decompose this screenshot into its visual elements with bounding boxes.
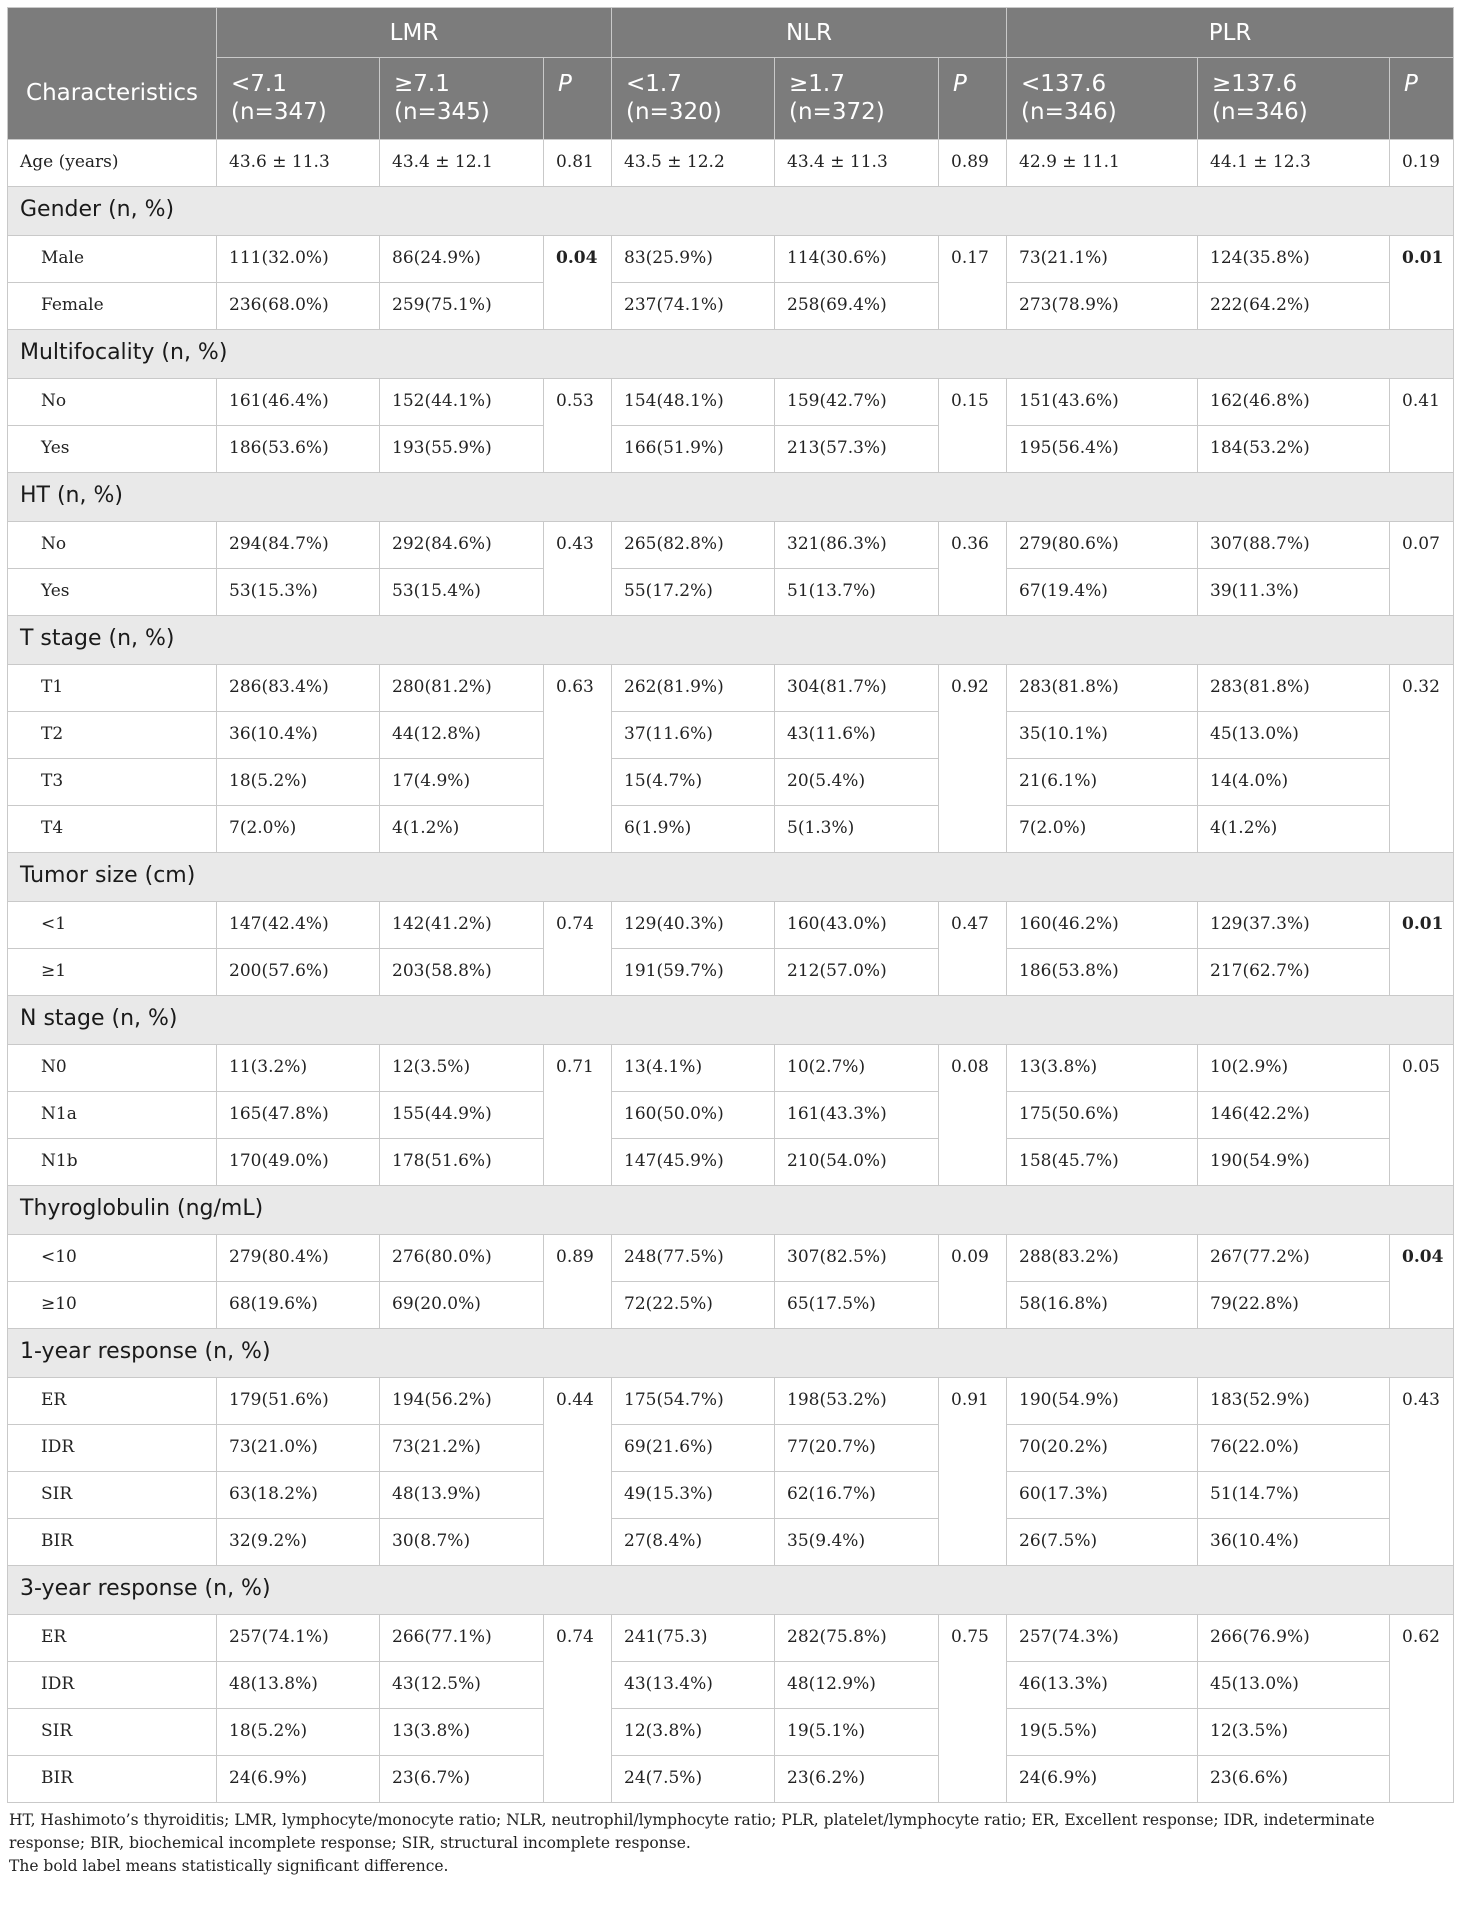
table-cell: 13(3.8%) <box>380 1709 544 1756</box>
p-value-cell: 0.09 <box>939 1235 1007 1329</box>
category-row <box>8 853 1454 902</box>
table-cell: 166(51.9%) <box>612 426 775 473</box>
row-label: IDR <box>8 1662 217 1709</box>
row-label: ER <box>8 1615 217 1662</box>
table-cell: 266(76.9%) <box>1198 1615 1390 1662</box>
table-cell: 283(81.8%) <box>1198 665 1390 712</box>
category-row <box>8 1329 1454 1378</box>
table-cell: 43(11.6%) <box>775 712 939 759</box>
table-cell: 280(81.2%) <box>380 665 544 712</box>
p-value-cell: 0.17 <box>939 236 1007 330</box>
table-cell: 129(37.3%) <box>1198 902 1390 949</box>
p-value-cell: 0.75 <box>939 1615 1007 1803</box>
table-cell: 212(57.0%) <box>775 949 939 996</box>
table-cell: 267(77.2%) <box>1198 1235 1390 1282</box>
table-cell: 24(7.5%) <box>612 1756 775 1803</box>
table-cell: 307(82.5%) <box>775 1235 939 1282</box>
table-cell: 37(11.6%) <box>612 712 775 759</box>
table-cell: 265(82.8%) <box>612 522 775 569</box>
table-cell: 23(6.2%) <box>775 1756 939 1803</box>
p-value-cell: 0.08 <box>939 1045 1007 1186</box>
header-subcol-threshold: ≥137.6 <box>1212 71 1298 97</box>
table-cell: 273(78.9%) <box>1007 283 1198 330</box>
table-container <box>7 7 1453 1878</box>
header-subcol <box>544 58 612 140</box>
header-subcol-count: (n=320) <box>626 99 722 125</box>
table-cell: 53(15.4%) <box>380 569 544 616</box>
table-cell: 248(77.5%) <box>612 1235 775 1282</box>
category-row <box>8 616 1454 665</box>
category-label: HT (n, %) <box>8 473 1454 522</box>
table-row <box>8 806 1454 853</box>
p-value-cell: 0.89 <box>544 1235 612 1329</box>
header-subcol-threshold: P <box>1404 71 1418 97</box>
table-cell: 46(13.3%) <box>1007 1662 1198 1709</box>
row-label: ER <box>8 1378 217 1425</box>
table-cell: 292(84.6%) <box>380 522 544 569</box>
table-row <box>8 379 1454 426</box>
table-cell: 7(2.0%) <box>217 806 380 853</box>
table-cell: 178(51.6%) <box>380 1139 544 1186</box>
p-value-cell: 0.01 <box>1390 236 1454 330</box>
row-label: N1a <box>8 1092 217 1139</box>
table-row <box>8 1425 1454 1472</box>
table-cell: 18(5.2%) <box>217 759 380 806</box>
table-cell: 266(77.1%) <box>380 1615 544 1662</box>
table-row <box>8 426 1454 473</box>
table-row <box>8 712 1454 759</box>
table-cell: 257(74.1%) <box>217 1615 380 1662</box>
table-cell: 257(74.3%) <box>1007 1615 1198 1662</box>
table-cell: 51(14.7%) <box>1198 1472 1390 1519</box>
p-value-cell: 0.36 <box>939 522 1007 616</box>
table-cell: 4(1.2%) <box>380 806 544 853</box>
table-cell: 26(7.5%) <box>1007 1519 1198 1566</box>
header-group-plr: PLR <box>1007 8 1454 58</box>
table-row <box>8 522 1454 569</box>
row-label: <1 <box>8 902 217 949</box>
table-cell: 39(11.3%) <box>1198 569 1390 616</box>
table-cell: 190(54.9%) <box>1198 1139 1390 1186</box>
table-cell: 179(51.6%) <box>217 1378 380 1425</box>
row-label: N0 <box>8 1045 217 1092</box>
p-value-cell: 0.32 <box>1390 665 1454 853</box>
header-subcol-count: (n=346) <box>1021 99 1117 125</box>
category-row <box>8 1566 1454 1615</box>
table-cell: 69(20.0%) <box>380 1282 544 1329</box>
table-row <box>8 1282 1454 1329</box>
table-cell: 195(56.4%) <box>1007 426 1198 473</box>
table-cell: 193(55.9%) <box>380 426 544 473</box>
table-cell: 83(25.9%) <box>612 236 775 283</box>
table-cell: 283(81.8%) <box>1007 665 1198 712</box>
table-cell: 45(13.0%) <box>1198 712 1390 759</box>
header-subcol-threshold: P <box>558 71 572 97</box>
table-row <box>8 665 1454 712</box>
table-row <box>8 1092 1454 1139</box>
header-subcol <box>612 58 775 140</box>
table-cell: 6(1.9%) <box>612 806 775 853</box>
table-row <box>8 1472 1454 1519</box>
header-subcol-count: (n=372) <box>789 99 885 125</box>
row-label: N1b <box>8 1139 217 1186</box>
table-cell: 79(22.8%) <box>1198 1282 1390 1329</box>
p-value-cell: 0.74 <box>544 902 612 996</box>
row-label: T3 <box>8 759 217 806</box>
table-cell: 44.1 ± 12.3 <box>1198 140 1390 187</box>
table-cell: 170(49.0%) <box>217 1139 380 1186</box>
table-row <box>8 1045 1454 1092</box>
row-label: BIR <box>8 1519 217 1566</box>
characteristics-table <box>7 7 1454 1803</box>
table-row <box>8 1378 1454 1425</box>
category-row <box>8 996 1454 1045</box>
table-cell: 184(53.2%) <box>1198 426 1390 473</box>
p-value-cell: 0.63 <box>544 665 612 853</box>
table-cell: 43(12.5%) <box>380 1662 544 1709</box>
table-cell: 12(3.5%) <box>380 1045 544 1092</box>
table-cell: 159(42.7%) <box>775 379 939 426</box>
table-row <box>8 1615 1454 1662</box>
table-cell: 48(12.9%) <box>775 1662 939 1709</box>
table-cell: 160(50.0%) <box>612 1092 775 1139</box>
table-cell: 262(81.9%) <box>612 665 775 712</box>
table-cell: 124(35.8%) <box>1198 236 1390 283</box>
table-cell: 69(21.6%) <box>612 1425 775 1472</box>
table-cell: 51(13.7%) <box>775 569 939 616</box>
table-cell: 151(43.6%) <box>1007 379 1198 426</box>
table-cell: 67(19.4%) <box>1007 569 1198 616</box>
table-cell: 27(8.4%) <box>612 1519 775 1566</box>
table-cell: 32(9.2%) <box>217 1519 380 1566</box>
table-cell: 259(75.1%) <box>380 283 544 330</box>
row-label: SIR <box>8 1472 217 1519</box>
table-cell: 147(42.4%) <box>217 902 380 949</box>
table-cell: 5(1.3%) <box>775 806 939 853</box>
table-cell: 43.4 ± 11.3 <box>775 140 939 187</box>
table-cell: 19(5.1%) <box>775 1709 939 1756</box>
table-cell: 23(6.6%) <box>1198 1756 1390 1803</box>
table-row <box>8 1139 1454 1186</box>
table-cell: 43(13.4%) <box>612 1662 775 1709</box>
table-cell: 73(21.2%) <box>380 1425 544 1472</box>
category-label: Tumor size (cm) <box>8 853 1454 902</box>
category-row <box>8 473 1454 522</box>
table-cell: 12(3.8%) <box>612 1709 775 1756</box>
row-label: BIR <box>8 1756 217 1803</box>
p-value-cell: 0.07 <box>1390 522 1454 616</box>
row-label: <10 <box>8 1235 217 1282</box>
p-value-cell: 0.04 <box>544 236 612 330</box>
table-cell: 294(84.7%) <box>217 522 380 569</box>
table-cell: 307(88.7%) <box>1198 522 1390 569</box>
table-cell: 155(44.9%) <box>380 1092 544 1139</box>
p-value-cell: 0.19 <box>1390 140 1454 187</box>
category-row <box>8 187 1454 236</box>
category-label: Gender (n, %) <box>8 187 1454 236</box>
table-cell: 186(53.8%) <box>1007 949 1198 996</box>
p-value-cell: 0.92 <box>939 665 1007 853</box>
p-value-cell: 0.74 <box>544 1615 612 1803</box>
table-row <box>8 140 1454 187</box>
table-cell: 45(13.0%) <box>1198 1662 1390 1709</box>
table-cell: 142(41.2%) <box>380 902 544 949</box>
table-cell: 53(15.3%) <box>217 569 380 616</box>
p-value-cell: 0.01 <box>1390 902 1454 996</box>
table-cell: 217(62.7%) <box>1198 949 1390 996</box>
table-row <box>8 759 1454 806</box>
category-label: N stage (n, %) <box>8 996 1454 1045</box>
row-label: Yes <box>8 426 217 473</box>
header-subcol-count: (n=345) <box>394 99 490 125</box>
table-cell: 60(17.3%) <box>1007 1472 1198 1519</box>
table-cell: 321(86.3%) <box>775 522 939 569</box>
table-cell: 68(19.6%) <box>217 1282 380 1329</box>
table-cell: 36(10.4%) <box>217 712 380 759</box>
header-subcol-threshold: ≥7.1 <box>394 71 450 97</box>
table-cell: 162(46.8%) <box>1198 379 1390 426</box>
table-cell: 43.6 ± 11.3 <box>217 140 380 187</box>
table-cell: 222(64.2%) <box>1198 283 1390 330</box>
p-value-cell: 0.71 <box>544 1045 612 1186</box>
table-cell: 114(30.6%) <box>775 236 939 283</box>
p-value-cell: 0.53 <box>544 379 612 473</box>
table-cell: 237(74.1%) <box>612 283 775 330</box>
header-group-nlr: NLR <box>612 8 1007 58</box>
table-cell: 17(4.9%) <box>380 759 544 806</box>
category-label: Thyroglobulin (ng/mL) <box>8 1186 1454 1235</box>
table-cell: 43.4 ± 12.1 <box>380 140 544 187</box>
table-cell: 111(32.0%) <box>217 236 380 283</box>
table-cell: 152(44.1%) <box>380 379 544 426</box>
table-row <box>8 569 1454 616</box>
table-cell: 203(58.8%) <box>380 949 544 996</box>
header-group-lmr: LMR <box>217 8 612 58</box>
table-footnotes <box>7 1809 1453 1878</box>
table-cell: 10(2.7%) <box>775 1045 939 1092</box>
p-value-cell: 0.04 <box>1390 1235 1454 1329</box>
table-cell: 23(6.7%) <box>380 1756 544 1803</box>
row-label: Female <box>8 283 217 330</box>
table-row <box>8 1709 1454 1756</box>
header-subcol <box>1198 58 1390 140</box>
row-label: T4 <box>8 806 217 853</box>
table-cell: 191(59.7%) <box>612 949 775 996</box>
table-cell: 147(45.9%) <box>612 1139 775 1186</box>
table-cell: 160(43.0%) <box>775 902 939 949</box>
row-label: No <box>8 522 217 569</box>
header-subcol-threshold: <7.1 <box>231 71 287 97</box>
table-row <box>8 1519 1454 1566</box>
table-row <box>8 1756 1454 1803</box>
p-value-cell: 0.43 <box>1390 1378 1454 1566</box>
table-cell: 62(16.7%) <box>775 1472 939 1519</box>
table-cell: 55(17.2%) <box>612 569 775 616</box>
category-label: 1-year response (n, %) <box>8 1329 1454 1378</box>
row-label: IDR <box>8 1425 217 1472</box>
table-cell: 146(42.2%) <box>1198 1092 1390 1139</box>
table-cell: 160(46.2%) <box>1007 902 1198 949</box>
row-label: SIR <box>8 1709 217 1756</box>
table-cell: 13(4.1%) <box>612 1045 775 1092</box>
table-cell: 200(57.6%) <box>217 949 380 996</box>
table-cell: 73(21.0%) <box>217 1425 380 1472</box>
table-cell: 58(16.8%) <box>1007 1282 1198 1329</box>
table-cell: 194(56.2%) <box>380 1378 544 1425</box>
table-cell: 14(4.0%) <box>1198 759 1390 806</box>
header-subcol <box>217 58 380 140</box>
table-cell: 13(3.8%) <box>1007 1045 1198 1092</box>
table-cell: 15(4.7%) <box>612 759 775 806</box>
header-characteristics: Characteristics <box>8 8 217 140</box>
table-cell: 35(10.1%) <box>1007 712 1198 759</box>
table-row <box>8 236 1454 283</box>
table-row <box>8 1662 1454 1709</box>
table-cell: 4(1.2%) <box>1198 806 1390 853</box>
table-cell: 49(15.3%) <box>612 1472 775 1519</box>
table-cell: 186(53.6%) <box>217 426 380 473</box>
table-cell: 158(45.7%) <box>1007 1139 1198 1186</box>
table-cell: 129(40.3%) <box>612 902 775 949</box>
p-value-cell: 0.81 <box>544 140 612 187</box>
row-label: T2 <box>8 712 217 759</box>
table-cell: 36(10.4%) <box>1198 1519 1390 1566</box>
p-value-cell: 0.41 <box>1390 379 1454 473</box>
table-cell: 11(3.2%) <box>217 1045 380 1092</box>
table-cell: 154(48.1%) <box>612 379 775 426</box>
row-label: ≥10 <box>8 1282 217 1329</box>
table-cell: 12(3.5%) <box>1198 1709 1390 1756</box>
category-row <box>8 1186 1454 1235</box>
table-cell: 161(43.3%) <box>775 1092 939 1139</box>
header-subcol-count: (n=346) <box>1212 99 1308 125</box>
footnote-bold-note: The bold label means statistically significant difference. <box>9 1857 449 1875</box>
table-cell: 73(21.1%) <box>1007 236 1198 283</box>
table-cell: 76(22.0%) <box>1198 1425 1390 1472</box>
table-cell: 42.9 ± 11.1 <box>1007 140 1198 187</box>
header-subcol <box>380 58 544 140</box>
header-subcol-threshold: ≥1.7 <box>789 71 845 97</box>
table-cell: 279(80.6%) <box>1007 522 1198 569</box>
table-cell: 198(53.2%) <box>775 1378 939 1425</box>
table-cell: 304(81.7%) <box>775 665 939 712</box>
table-row <box>8 1235 1454 1282</box>
table-cell: 7(2.0%) <box>1007 806 1198 853</box>
row-label: Male <box>8 236 217 283</box>
row-label: ≥1 <box>8 949 217 996</box>
header-subcol <box>775 58 939 140</box>
table-cell: 30(8.7%) <box>380 1519 544 1566</box>
p-value-cell: 0.05 <box>1390 1045 1454 1186</box>
table-cell: 210(54.0%) <box>775 1139 939 1186</box>
header-subcol-count: (n=347) <box>231 99 327 125</box>
table-cell: 183(52.9%) <box>1198 1378 1390 1425</box>
p-value-cell: 0.43 <box>544 522 612 616</box>
table-cell: 70(20.2%) <box>1007 1425 1198 1472</box>
table-cell: 258(69.4%) <box>775 283 939 330</box>
category-row <box>8 330 1454 379</box>
header-subcol <box>1390 58 1454 140</box>
table-cell: 72(22.5%) <box>612 1282 775 1329</box>
table-cell: 236(68.0%) <box>217 283 380 330</box>
p-value-cell: 0.44 <box>544 1378 612 1566</box>
category-label: 3-year response (n, %) <box>8 1566 1454 1615</box>
table-cell: 161(46.4%) <box>217 379 380 426</box>
table-cell: 44(12.8%) <box>380 712 544 759</box>
table-cell: 282(75.8%) <box>775 1615 939 1662</box>
footnote-abbreviations: HT, Hashimoto’s thyroiditis; LMR, lymphocyte/monocyte ratio; NLR, neutrophil/lymphocyte ratio; PLR, platelet/lymphocyte ratio; ER, Excellent response; IDR, indeterminate response; BIR, biochemical incomplete response; SIR, structural incomplete response. <box>9 1811 1375 1852</box>
p-value-cell: 0.47 <box>939 902 1007 996</box>
table-cell: 19(5.5%) <box>1007 1709 1198 1756</box>
table-cell: 77(20.7%) <box>775 1425 939 1472</box>
table-cell: 241(75.3) <box>612 1615 775 1662</box>
row-label: No <box>8 379 217 426</box>
table-cell: 165(47.8%) <box>217 1092 380 1139</box>
table-cell: 286(83.4%) <box>217 665 380 712</box>
table-cell: 24(6.9%) <box>1007 1756 1198 1803</box>
table-cell: 20(5.4%) <box>775 759 939 806</box>
p-value-cell: 0.15 <box>939 379 1007 473</box>
header-subcol-threshold: <1.7 <box>626 71 682 97</box>
table-row <box>8 949 1454 996</box>
header-subcol-threshold: P <box>953 71 967 97</box>
table-cell: 18(5.2%) <box>217 1709 380 1756</box>
table-cell: 48(13.9%) <box>380 1472 544 1519</box>
table-cell: 276(80.0%) <box>380 1235 544 1282</box>
table-cell: 35(9.4%) <box>775 1519 939 1566</box>
table-cell: 213(57.3%) <box>775 426 939 473</box>
table-cell: 43.5 ± 12.2 <box>612 140 775 187</box>
table-row <box>8 283 1454 330</box>
row-label: Yes <box>8 569 217 616</box>
row-label: Age (years) <box>8 140 217 187</box>
table-cell: 21(6.1%) <box>1007 759 1198 806</box>
category-label: T stage (n, %) <box>8 616 1454 665</box>
table-cell: 288(83.2%) <box>1007 1235 1198 1282</box>
table-cell: 279(80.4%) <box>217 1235 380 1282</box>
header-subcol <box>1007 58 1198 140</box>
header-subcol-threshold: <137.6 <box>1021 71 1107 97</box>
table-cell: 24(6.9%) <box>217 1756 380 1803</box>
table-cell: 175(54.7%) <box>612 1378 775 1425</box>
p-value-cell: 0.62 <box>1390 1615 1454 1803</box>
table-cell: 175(50.6%) <box>1007 1092 1198 1139</box>
table-cell: 10(2.9%) <box>1198 1045 1390 1092</box>
table-cell: 63(18.2%) <box>217 1472 380 1519</box>
table-row <box>8 902 1454 949</box>
header-subcol <box>939 58 1007 140</box>
table-cell: 190(54.9%) <box>1007 1378 1198 1425</box>
table-cell: 86(24.9%) <box>380 236 544 283</box>
category-label: Multifocality (n, %) <box>8 330 1454 379</box>
table-cell: 65(17.5%) <box>775 1282 939 1329</box>
p-value-cell: 0.91 <box>939 1378 1007 1566</box>
table-cell: 48(13.8%) <box>217 1662 380 1709</box>
p-value-cell: 0.89 <box>939 140 1007 187</box>
row-label: T1 <box>8 665 217 712</box>
